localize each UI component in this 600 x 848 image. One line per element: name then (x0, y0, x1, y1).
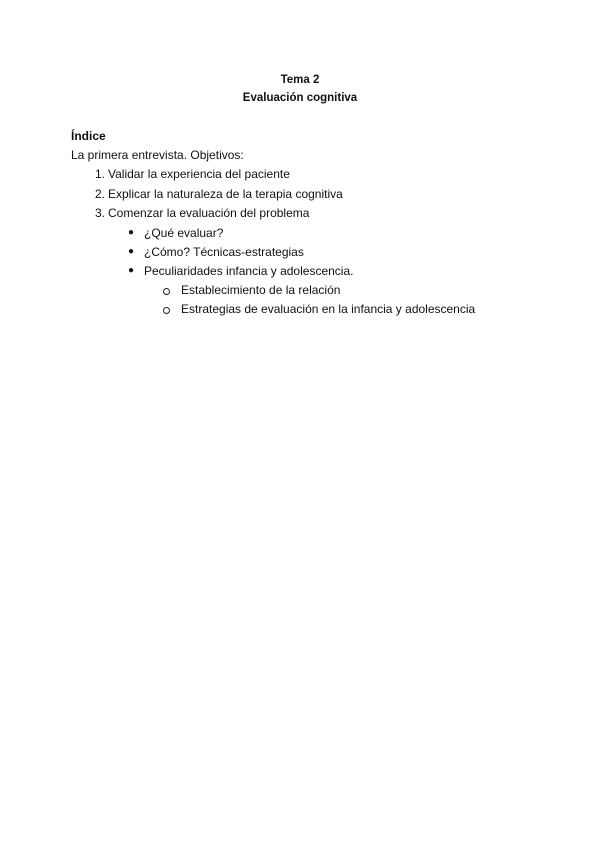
list-number: 1. (94, 167, 105, 181)
list-item-text: Explicar la naturaleza de la terapia cognitiva (108, 187, 343, 201)
bullet-icon: ● (128, 246, 135, 257)
bullet-text: ¿Qué evaluar? (144, 226, 224, 240)
title-topic: Tema 2 (280, 74, 320, 86)
list-number: 3. (94, 206, 105, 220)
bullet-icon: ● (128, 265, 135, 276)
list-item-text: Validar la experiencia del paciente (108, 167, 290, 181)
list-item-text: Comenzar la evaluación del problema (108, 206, 310, 220)
circle-bullet-icon (163, 307, 170, 314)
index-heading: Índice (71, 129, 106, 143)
circle-bullet-icon (163, 288, 170, 295)
document-header (0, 71, 600, 107)
sub-bullet-text: Establecimiento de la relación (181, 283, 341, 297)
bullet-text: Peculiaridades infancia y adolescencia. (144, 264, 354, 278)
list-number: 2. (94, 187, 105, 201)
title-subject: Evaluación cognitiva (242, 92, 358, 104)
sub-bullet-text: Estrategias de evaluación en la infancia y adolescencia (181, 302, 476, 316)
bullet-icon: ● (128, 227, 135, 238)
intro-text: La primera entrevista. Objetivos: (71, 148, 244, 162)
bullet-text: ¿Cómo? Técnicas-estrategias (144, 245, 304, 259)
